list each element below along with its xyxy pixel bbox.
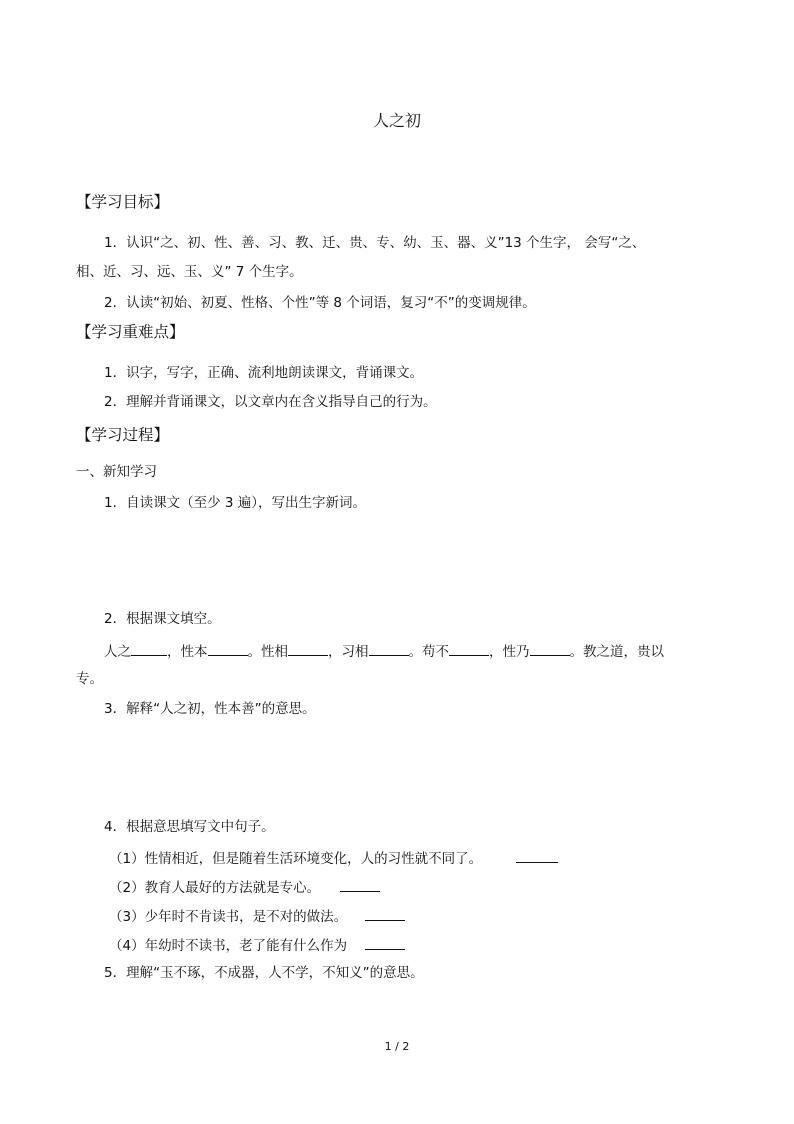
sub-item-4-text: （4）年幼时不读书，老了能有什么作为 [109,938,348,954]
goal-line-2: 相、近、习、远、玉、义” 7 个生字。 [76,264,303,280]
goal-line-1: 1．认识“之、初、性、善、习、教、迁、贵、专、幼、玉、器、义”13 个生字， 会写“之、 [104,235,646,251]
goal-line-3: 2．认读“初始、初夏、性格、个性”等 8 个词语，复习“不”的变调规律。 [104,295,536,311]
answer-blank-sub-2[interactable] [340,877,380,892]
sub-item-2-text: （2）教育人最好的方法就是专心。 [109,880,321,896]
document-title: 人之初 [372,111,421,130]
fill-text-6: ，性乃 [489,644,530,660]
sub-item-1-text: （1）性情相近，但是随着生活环境变化，人的习性就不同了。 [109,851,483,867]
fill-text-4: ，习相 [328,644,369,660]
answer-blank-sub-4[interactable] [365,935,405,950]
answer-blank-4[interactable] [369,641,409,656]
page-number: 1 / 2 [384,1040,410,1053]
key-point-1: 1．识字，写字，正确、流利地朗读课文，背诵课文。 [104,365,424,381]
question-5: 5．理解“玉不琢，不成器，人不学，不知义”的意思。 [104,965,424,981]
section-heading-key-points: 【学习重难点】 [76,323,185,341]
fill-in-line [104,641,664,661]
answer-blank-5[interactable] [449,641,489,656]
answer-blank-sub-1[interactable] [516,848,558,863]
answer-blank-6[interactable] [530,641,570,656]
question-4: 4．根据意思填写文中句子。 [104,819,275,835]
fill-text-7: 。教之道，贵以 [569,644,664,660]
answer-blank-3[interactable] [288,641,328,656]
answer-blank-2[interactable] [208,641,248,656]
sub-item-1 [109,848,558,868]
sub-item-2 [109,877,380,897]
answer-blank-1[interactable] [131,641,167,656]
fill-text-2: ，性本 [167,644,208,660]
sub-item-3-text: （3）少年时不肯读书，是不对的做法。 [109,909,348,925]
fill-text-3: 。性相 [247,644,288,660]
sub-item-4 [109,935,405,955]
fill-text-5: 。苟不 [408,644,449,660]
fill-text-1: 人之 [104,644,131,660]
question-1: 1．自读课文（至少 3 遍），写出生字新词。 [104,495,367,511]
sub-item-3 [109,906,405,926]
answer-blank-sub-3[interactable] [365,906,405,921]
question-3: 3．解释“人之初，性本善”的意思。 [104,701,316,717]
section-heading-process: 【学习过程】 [76,426,170,444]
key-point-2: 2．理解并背诵课文，以文章内在含义指导自己的行为。 [104,394,437,410]
question-2: 2．根据课文填空。 [104,611,221,627]
section-heading-goals: 【学习目标】 [76,193,170,211]
part-heading-new-knowledge: 一、新知学习 [76,464,157,480]
fill-in-line-tail: 专。 [76,671,103,687]
